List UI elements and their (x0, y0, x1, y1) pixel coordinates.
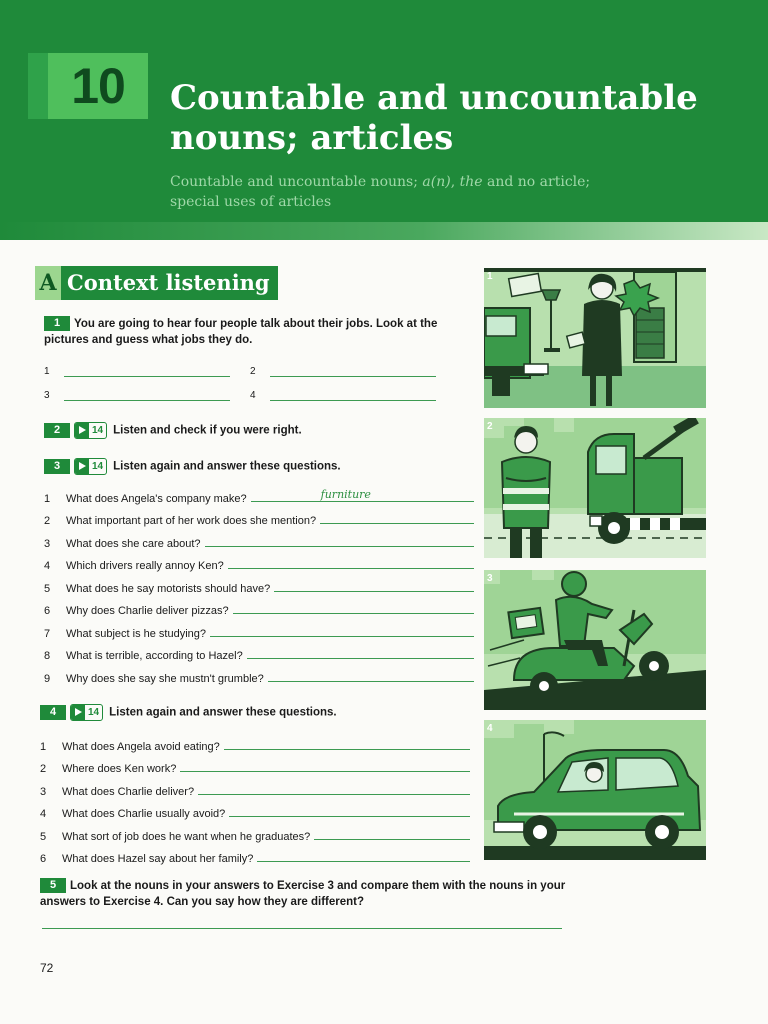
play-icon (75, 459, 89, 474)
answer-line[interactable] (205, 546, 474, 547)
audio-track-badge[interactable] (74, 422, 107, 439)
question-number: 2 (44, 515, 51, 527)
picture-number: 2 (487, 421, 493, 432)
question-text: Where does Ken work? (62, 763, 177, 775)
picture-number: 1 (487, 271, 493, 282)
play-icon (71, 705, 85, 720)
subtitle-italic1: a(n) (422, 174, 451, 190)
play-icon (75, 423, 89, 438)
answer-line[interactable] (274, 591, 474, 592)
exercise-2-instruction (44, 422, 464, 439)
exercise-3-questions (44, 482, 474, 685)
question-row (44, 617, 474, 640)
question-text: What is terrible, according to Hazel? (66, 650, 243, 662)
question-number: 4 (44, 560, 51, 572)
track-number: 14 (92, 424, 104, 436)
exercise-5-number: 5 (40, 878, 66, 893)
question-row (40, 730, 470, 753)
unit-title-line2: nouns; articles (170, 118, 454, 158)
question-text: What does he say motorists should have? (66, 582, 271, 595)
track-number: 14 (92, 460, 104, 472)
question-row (44, 505, 474, 528)
answer-line[interactable] (257, 861, 470, 862)
question-text: What does Angela avoid eating? (62, 740, 220, 753)
blank-number: 1 (44, 366, 50, 377)
exercise-4-instruction (40, 704, 460, 721)
unit-title (170, 78, 750, 158)
picture-4 (484, 720, 706, 860)
subtitle-italic2: the (459, 174, 483, 190)
answer-line[interactable] (229, 816, 470, 817)
exercise-3-number: 3 (44, 459, 70, 474)
question-text: What does she care about? (66, 537, 201, 550)
question-text: What does Hazel say about her family? (62, 853, 254, 865)
question-row (44, 527, 474, 550)
question-text: What important part of her work does she mention? (66, 515, 317, 527)
exercise-3-text: Listen again and answer these questions. (113, 460, 341, 473)
question-text: What does Charlie deliver? (62, 785, 195, 798)
track-number: 14 (88, 706, 100, 718)
section-title: Context listening (61, 266, 278, 300)
businesswoman-office-illustration (484, 268, 706, 408)
blank-line (270, 376, 436, 377)
question-row (40, 798, 470, 821)
question-number: 5 (44, 582, 51, 595)
exercise-1-number: 1 (44, 316, 70, 331)
audio-track-badge[interactable] (70, 704, 103, 721)
picture-3 (484, 570, 706, 710)
question-text: What subject is he studying? (66, 627, 207, 640)
question-row (40, 820, 470, 843)
exercise-2-text: Listen and check if you were right. (113, 424, 302, 437)
question-row (44, 482, 474, 505)
question-text: Why does Charlie deliver pizzas? (66, 605, 229, 617)
unit-number-stripe (28, 53, 48, 119)
question-text: What sort of job does he want when he graduates? (62, 830, 311, 843)
answer-line[interactable] (314, 839, 470, 840)
answer-line[interactable] (180, 771, 470, 772)
blank-line (270, 400, 436, 401)
answer-line[interactable] (224, 749, 470, 750)
audio-track-badge[interactable] (74, 458, 107, 475)
picture-2 (484, 418, 706, 558)
question-number: 3 (44, 537, 51, 550)
answer-line[interactable] (233, 613, 474, 614)
answer-line[interactable] (251, 487, 474, 502)
picture-number: 3 (487, 573, 493, 584)
question-number: 6 (44, 605, 51, 617)
page-number: 72 (40, 961, 54, 975)
question-text: What does Angela's company make? (66, 492, 247, 505)
blank-number: 2 (250, 366, 256, 377)
answer-line[interactable] (268, 681, 474, 682)
picture-number: 4 (487, 723, 493, 734)
answer-line[interactable] (198, 794, 470, 795)
subtitle-line2: special uses of articles (170, 194, 332, 210)
question-number: 1 (40, 740, 47, 753)
exercise-5-instruction (40, 878, 580, 910)
question-text: What does Charlie usually avoid? (62, 808, 226, 820)
question-row (44, 550, 474, 573)
exercise-4-questions (40, 730, 470, 865)
exercise-3-instruction (44, 458, 464, 475)
answer-line[interactable] (320, 523, 474, 524)
subtitle-part2: , (450, 174, 460, 190)
question-text: Why does she say she mustn't grumble? (66, 672, 264, 685)
question-number: 8 (44, 650, 51, 662)
question-number: 5 (40, 830, 47, 843)
unit-number: 10 (48, 53, 148, 119)
exercise-5-answer-line[interactable] (42, 928, 562, 929)
question-number: 7 (44, 627, 51, 640)
unit-title-line1: Countable and uncountable (170, 78, 698, 118)
blank-line (64, 376, 230, 377)
exercise-5-text: Look at the nouns in your answers to Exercise 3 and compare them with the nouns in your answers to Exercise 4. Can you say how they are different? (40, 880, 566, 908)
question-text: Which drivers really annoy Ken? (66, 560, 224, 572)
picture-1 (484, 268, 706, 408)
question-row (44, 572, 474, 595)
exercise-4-number: 4 (40, 705, 66, 720)
question-row (44, 640, 474, 663)
exercise-2-number: 2 (44, 423, 70, 438)
exercise-4-text: Listen again and answer these questions. (109, 706, 337, 719)
section-heading (35, 266, 278, 300)
blank-line (64, 400, 230, 401)
question-number: 6 (40, 853, 47, 865)
sample-answer: furniture (320, 487, 371, 501)
question-number: 9 (44, 672, 51, 685)
question-number: 3 (40, 785, 47, 798)
question-row (44, 595, 474, 618)
answer-line[interactable] (210, 636, 474, 637)
question-number: 2 (40, 763, 47, 775)
answer-line[interactable] (247, 658, 474, 659)
exercise-1-instruction (44, 316, 444, 348)
exercise-1-text: You are going to hear four people talk about their jobs. Look at the pictures and guess what jobs they do. (44, 318, 438, 346)
question-number: 1 (44, 492, 51, 505)
question-row (40, 775, 470, 798)
question-row (44, 662, 474, 685)
header-fade-band (0, 222, 768, 240)
tow-truck-driver-illustration (484, 418, 706, 558)
blank-number: 4 (250, 390, 256, 401)
scooter-delivery-illustration (484, 570, 706, 710)
subtitle-part3: and no article; (482, 174, 591, 190)
subtitle-part1: Countable and uncountable nouns; (170, 174, 423, 190)
answer-line[interactable] (228, 568, 474, 569)
unit-subtitle (170, 172, 710, 212)
question-number: 4 (40, 808, 47, 820)
question-row (40, 843, 470, 866)
question-row (40, 753, 470, 776)
blank-number: 3 (44, 390, 50, 401)
car-driver-illustration (484, 720, 706, 860)
section-letter: A (35, 266, 61, 300)
